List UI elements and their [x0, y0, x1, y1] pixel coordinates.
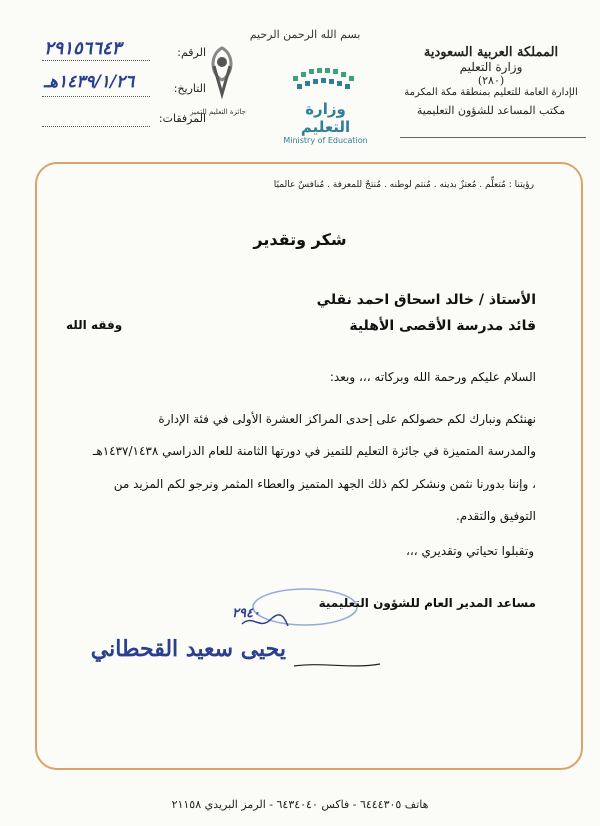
ministry-logo-english: Ministry of Education	[283, 136, 368, 145]
addressee-position: قائد مدرسة الأقصى الأهلية	[349, 318, 536, 334]
signatory-name: يحيى سعيد القحطاني	[90, 636, 286, 662]
attachments-line	[42, 126, 150, 127]
addressee-blessing: وفقه الله	[66, 318, 123, 332]
ministry-name: وزارة التعليم	[459, 59, 523, 74]
ref-number-line	[42, 60, 150, 61]
body-line-3: ، وإننا بدورنا نثمن ونشكر لكم ذلك الجهد المتميز والعطاء المثمر ونرجو لكم المزيد من	[113, 477, 536, 491]
attachments-label: المرفقات:	[158, 112, 206, 125]
ministry-logo	[278, 66, 373, 145]
ministry-logo-arabic: وزارة التعليم	[300, 100, 351, 136]
kingdom-name: المملكة العربية السعودية	[423, 45, 559, 60]
vision-statement: رؤيتنا : مُتعلِّم . مُعتزٌ بدينه . مُنتم لوطنه . مُنتجٌ للمعرفة . مُنافسٌ عالميًا	[273, 180, 534, 190]
ref-number-value: ٢٩١٥٦٦٤٣	[44, 38, 122, 59]
letter-frame	[35, 162, 583, 770]
signature-flourish-icon	[240, 612, 290, 632]
footer-contact: هاتف ٦٤٤٤٣٠٥ - فاكس ٦٤٣٤٠٤٠ - الرمز البريدي ٢١١٥٨	[171, 798, 429, 811]
signature-underline-icon	[292, 660, 382, 670]
basmala: بسم الله الرحمن الرحيم	[249, 28, 361, 41]
award-caption: جائزة التعليم للتميز	[190, 108, 246, 116]
office-name: مكتب المساعد للشؤون التعليمية	[416, 103, 566, 117]
header-divider	[400, 137, 586, 138]
addressee-name: الأستاذ / خالد اسحاق احمد نقلي	[316, 292, 536, 308]
directorate-name: الإدارة العامة للتعليم بمنطقة مكة المكرمة	[404, 87, 578, 99]
ref-date-label: التاريخ:	[173, 82, 206, 95]
salutation: السلام عليكم ورحمة الله وبركاته ،،، وبعد:	[329, 370, 536, 384]
signatory-title: مساعد المدير العام للشؤون التعليمية	[318, 596, 536, 610]
ref-date-line	[42, 96, 150, 97]
letterhead-right	[396, 46, 586, 118]
body-line-4: التوفيق والتقدم.	[455, 509, 536, 523]
award-logo-icon	[200, 44, 244, 106]
body-line-2: والمدرسة المتميزة في جائزة التعليم للتميز في دورتها الثامنة للعام الدراسي ١٤٣٧/١٤٣٨هـ	[92, 444, 536, 458]
body-line-1: نهنئكم ونبارك لكم حصولكم على إحدى المراكز العشرة الأولى في فئة الإدارة	[158, 412, 536, 426]
office-code: (٢٨٠)	[477, 73, 505, 87]
moe-logo-icon	[291, 66, 361, 94]
ref-number-label: الرقم:	[177, 46, 206, 59]
letter-title: شكر وتقدير	[253, 230, 347, 249]
ref-date-value: ١٤٣٩/١/٢٦هـ	[44, 72, 135, 92]
signature-initials: ٢٩٤٠	[232, 606, 260, 621]
closing-line: وتقبلوا تحياتي وتقديري ،،،	[406, 544, 534, 558]
